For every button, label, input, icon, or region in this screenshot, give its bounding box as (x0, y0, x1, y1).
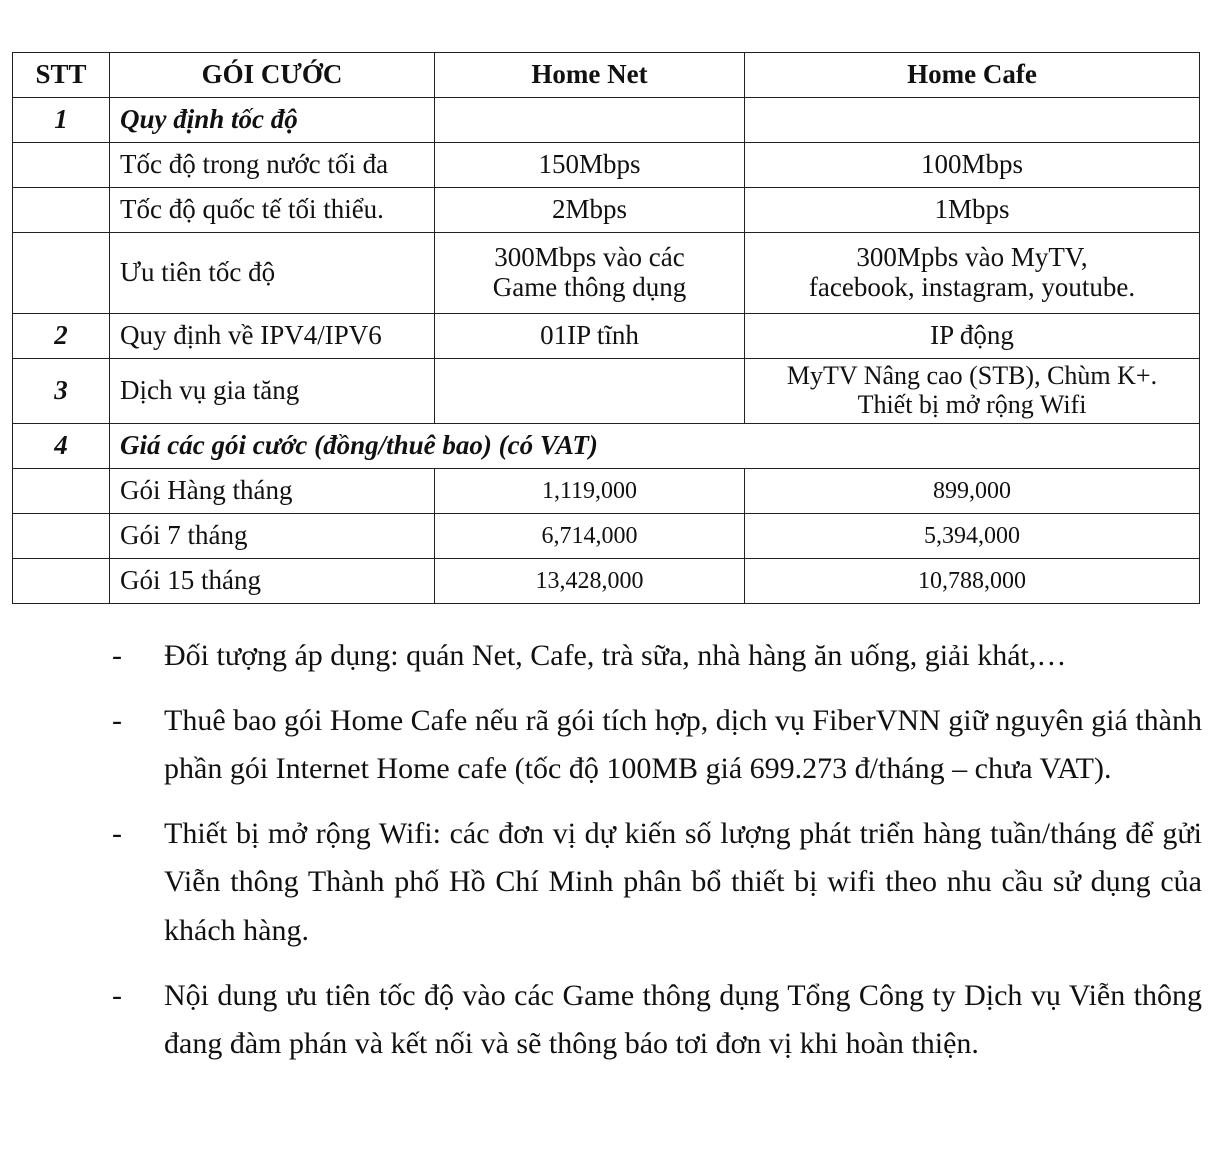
row-label: Dịch vụ gia tăng (110, 359, 435, 424)
header-home-net: Home Net (435, 53, 745, 98)
home-cafe-value: 100Mbps (745, 143, 1200, 188)
pricing-table (12, 52, 1200, 604)
stt-cell: 1 (13, 98, 110, 143)
home-cafe-value: 1Mbps (745, 188, 1200, 233)
home-cafe-line-1: MyTV Nâng cao (STB), Chùm K+. (786, 361, 1158, 391)
table-header-row (13, 53, 1200, 98)
stt-cell: 4 (13, 424, 110, 469)
table-row-price-15-months (13, 559, 1200, 604)
home-net-value: 2Mbps (435, 188, 745, 233)
bullet-dash: - (112, 978, 122, 1012)
row-label: Quy định về IPV4/IPV6 (110, 314, 435, 359)
home-net-price: 1,119,000 (435, 469, 745, 514)
home-net-line-1: 300Mbps vào các (494, 242, 685, 273)
note-item (110, 810, 1202, 956)
section-title: Giá các gói cước (đồng/thuê bao) (có VAT) (110, 424, 1200, 469)
note-text: Đối tượng áp dụng: quán Net, Cafe, trà sữa, nhà hàng ăn uống, giải khát,… (164, 639, 1067, 672)
table-row-section-1 (13, 98, 1200, 143)
header-stt: STT (13, 53, 110, 98)
stt-cell (13, 514, 110, 559)
home-net-price: 13,428,000 (435, 559, 745, 604)
row-label: Gói 15 tháng (110, 559, 435, 604)
bullet-dash: - (112, 816, 122, 850)
home-cafe-value (745, 359, 1200, 424)
stt-cell (13, 559, 110, 604)
stt-cell: 3 (13, 359, 110, 424)
stt-cell (13, 233, 110, 314)
table-row-section-4 (13, 424, 1200, 469)
empty-cell (435, 98, 745, 143)
row-label: Gói Hàng tháng (110, 469, 435, 514)
row-label: Tốc độ quốc tế tối thiểu. (110, 188, 435, 233)
home-cafe-price: 5,394,000 (745, 514, 1200, 559)
notes-list (110, 632, 1202, 1085)
home-cafe-value (745, 233, 1200, 314)
home-net-value (435, 359, 745, 424)
table-row-price-7-months (13, 514, 1200, 559)
note-item (110, 697, 1202, 794)
home-net-value: 01IP tĩnh (435, 314, 745, 359)
home-net-line-2: Game thông dụng (492, 272, 687, 302)
home-cafe-line-2: Thiết bị mở rộng Wifi (857, 390, 1087, 419)
note-item (110, 972, 1202, 1069)
table-row-priority (13, 233, 1200, 314)
bullet-dash: - (112, 639, 122, 672)
header-home-cafe: Home Cafe (745, 53, 1200, 98)
row-label: Gói 7 tháng (110, 514, 435, 559)
empty-cell (745, 98, 1200, 143)
stt-cell (13, 469, 110, 514)
note-text: Nội dung ưu tiên tốc độ vào các Game thông dụng Tổng Công ty Dịch vụ Viễn thông đang đàm phán và kết nối và sẽ thông báo tơi đơn vị khi hoàn thiện. (164, 978, 1202, 1061)
table-row-speed-domestic (13, 143, 1200, 188)
note-text: Thuê bao gói Home Cafe nếu rã gói tích hợp, dịch vụ FiberVNN giữ nguyên giá thành phần gói Internet Home cafe (tốc độ 100MB giá 699.273 đ/tháng – chưa VAT). (164, 703, 1202, 786)
section-title: Quy định tốc độ (110, 98, 435, 143)
header-package: GÓI CƯỚC (110, 53, 435, 98)
home-net-value: 150Mbps (435, 143, 745, 188)
table-row-speed-intl (13, 188, 1200, 233)
stt-cell (13, 143, 110, 188)
bullet-dash: - (112, 703, 122, 737)
home-cafe-line-2: facebook, instagram, youtube. (808, 272, 1136, 302)
home-cafe-value: IP động (745, 314, 1200, 359)
table-row-value-added (13, 359, 1200, 424)
home-net-value (435, 233, 745, 314)
home-net-price: 6,714,000 (435, 514, 745, 559)
table-row-ip (13, 314, 1200, 359)
table-row-price-monthly (13, 469, 1200, 514)
home-cafe-price: 899,000 (745, 469, 1200, 514)
stt-cell: 2 (13, 314, 110, 359)
row-label: Ưu tiên tốc độ (110, 233, 435, 314)
home-cafe-price: 10,788,000 (745, 559, 1200, 604)
row-label: Tốc độ trong nước tối đa (110, 143, 435, 188)
note-text: Thiết bị mở rộng Wifi: các đơn vị dự kiến số lượng phát triển hàng tuần/tháng để gửi Viễn thông Thành phố Hồ Chí Minh phân bổ thiết bị wifi theo nhu cầu sử dụng của khách hàng. (164, 816, 1202, 947)
home-cafe-line-1: 300Mpbs vào MyTV, (856, 242, 1088, 273)
note-item (110, 632, 1202, 681)
stt-cell (13, 188, 110, 233)
